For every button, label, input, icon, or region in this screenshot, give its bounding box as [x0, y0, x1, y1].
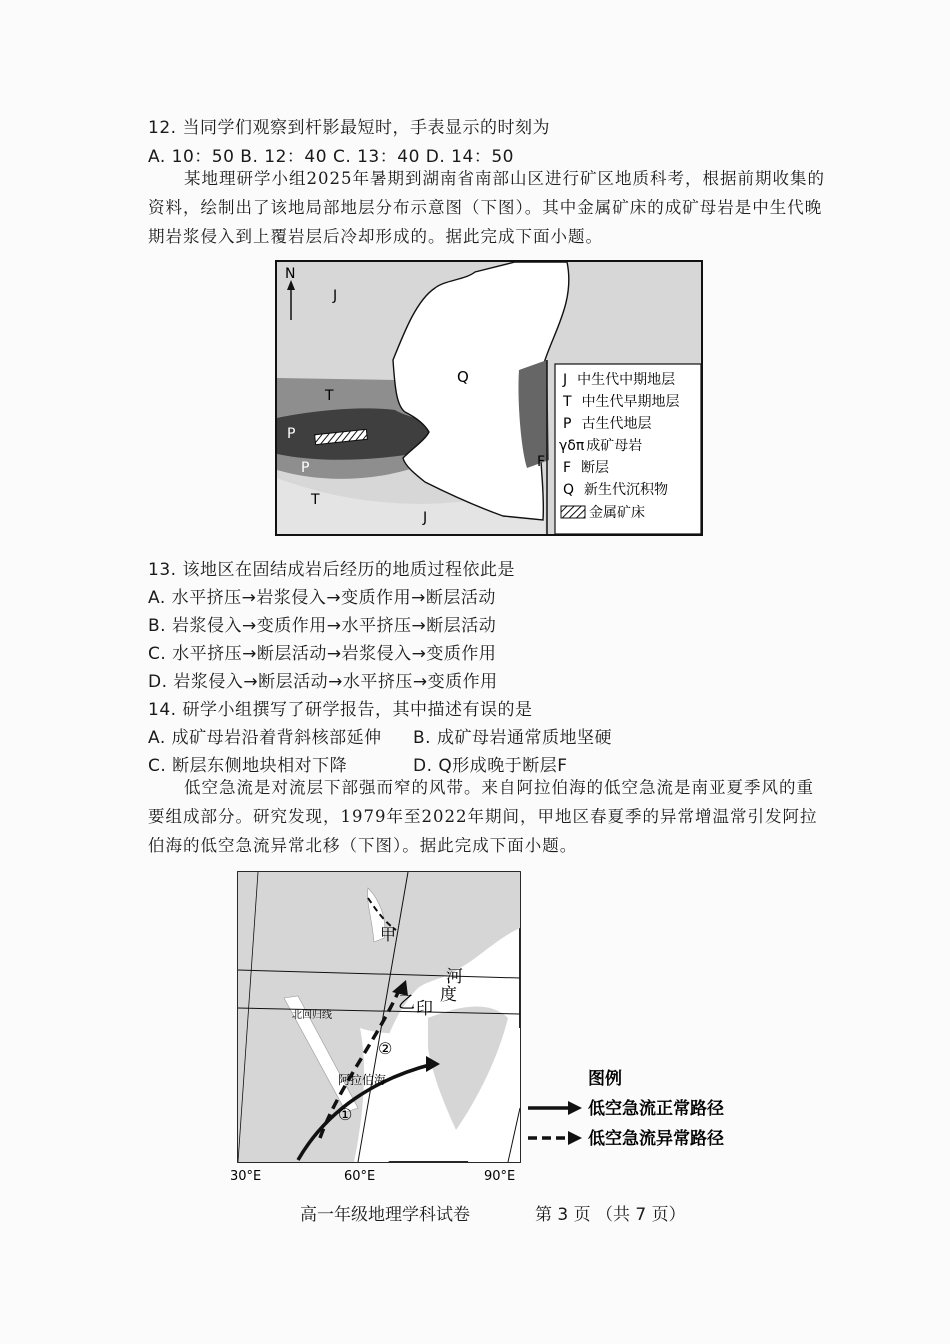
- q13-option-a: A. 水平挤压→岩浆侵入→变质作用→断层活动: [148, 588, 496, 608]
- legend-anomalous-text: 低空急流异常路径: [588, 1129, 724, 1149]
- lon-tick-90: 90°E: [484, 1169, 516, 1184]
- lon-tick-30: 30°E: [230, 1169, 262, 1184]
- svg-text:金属矿床: 金属矿床: [589, 505, 645, 521]
- q14-option-a: A. 成矿母岩沿着背斜核部延伸: [148, 728, 382, 748]
- label-tropic: 北回归线: [292, 1010, 332, 1021]
- svg-text:T中生代早期地层: T 中生代早期地层: [563, 394, 680, 410]
- q12-stem: 12. 当同学们观察到杆影最短时，手表显示的时刻为: [148, 118, 550, 138]
- intro-paragraph-2: 低空急流是对流层下部强而窄的风带。来自阿拉伯海的低空急流是南亚夏季风的重要组成部分。研究发现，1979年至2022年期间，甲地区春夏季的异常增温常引发阿拉伯海的低空急流异常北移（下图）。据此完成下面小题。: [148, 778, 818, 855]
- q13-option-c: C. 水平挤压→断层活动→岩浆侵入→变质作用: [148, 644, 497, 664]
- label-j-top: J: [333, 288, 338, 304]
- footer-subject: 高一年级地理学科试卷: [300, 1205, 470, 1225]
- q13-option-b: B. 岩浆侵入→变质作用→水平挤压→断层活动: [148, 616, 497, 636]
- q14-option-d: D. Q形成晚于断层F: [413, 756, 568, 776]
- label-j-bottom: J: [423, 510, 428, 526]
- label-t-lower: T: [311, 492, 320, 508]
- label-p-lower: P: [301, 460, 310, 476]
- label-arabian-sea: 阿拉伯海: [338, 1073, 387, 1087]
- svg-text:F断层: F 断层: [563, 460, 610, 476]
- jet-legend-title: 图例: [588, 1069, 622, 1089]
- footer-page: 第 3 页 （共 7 页）: [535, 1205, 686, 1225]
- label-t-upper: T: [325, 388, 334, 404]
- label-yin: 印: [416, 999, 433, 1019]
- q13-stem: 13. 该地区在固结成岩后经历的地质过程依此是: [148, 560, 515, 580]
- label-circle-1: ①: [338, 1105, 353, 1124]
- label-river: 河: [446, 967, 463, 987]
- q14-stem: 14. 研学小组撰写了研学报告，其中描述有误的是: [148, 700, 533, 720]
- label-f: F: [537, 454, 546, 470]
- label-circle-2: ②: [378, 1039, 393, 1058]
- q14-option-b: B. 成矿母岩通常质地坚硬: [413, 728, 612, 748]
- north-label: N: [285, 266, 296, 282]
- lon-tick-60: 60°E: [344, 1169, 376, 1184]
- legend-normal-text: 低空急流正常路径: [588, 1099, 724, 1119]
- svg-text:γδπ成矿母岩: γδπ 成矿母岩: [559, 438, 643, 454]
- svg-text:J中生代中期地层: J 中生代中期地层: [563, 372, 676, 388]
- label-du: 度: [440, 985, 457, 1005]
- ore-legend-swatch: [561, 506, 585, 518]
- label-jia: 甲: [380, 925, 397, 944]
- svg-text:Q新生代沉积物: Q 新生代沉积物: [563, 482, 669, 498]
- label-yi: 乙: [398, 993, 415, 1013]
- q12-options: A. 10：50 B. 12：40 C. 13：40 D. 14：50: [148, 147, 514, 167]
- jet-stream-map: [228, 868, 768, 1190]
- label-p-upper: P: [287, 426, 296, 442]
- intro-paragraph-1: 某地理研学小组2025年暑期到湖南省南部山区进行矿区地质科考，根据前期收集的资料，绘制出了该地局部地层分布示意图（下图）。其中金属矿床的成矿母岩是中生代晚期岩浆侵入到上覆岩层后冷却形成的。据此完成下面小题。: [148, 169, 825, 246]
- label-q: Q: [457, 368, 469, 386]
- svg-text:P古生代地层: P 古生代地层: [563, 416, 652, 432]
- geology-map: [275, 260, 703, 536]
- q13-option-d: D. 岩浆侵入→断层活动→水平挤压→变质作用: [148, 672, 498, 692]
- q14-option-c: C. 断层东侧地块相对下降: [148, 756, 348, 776]
